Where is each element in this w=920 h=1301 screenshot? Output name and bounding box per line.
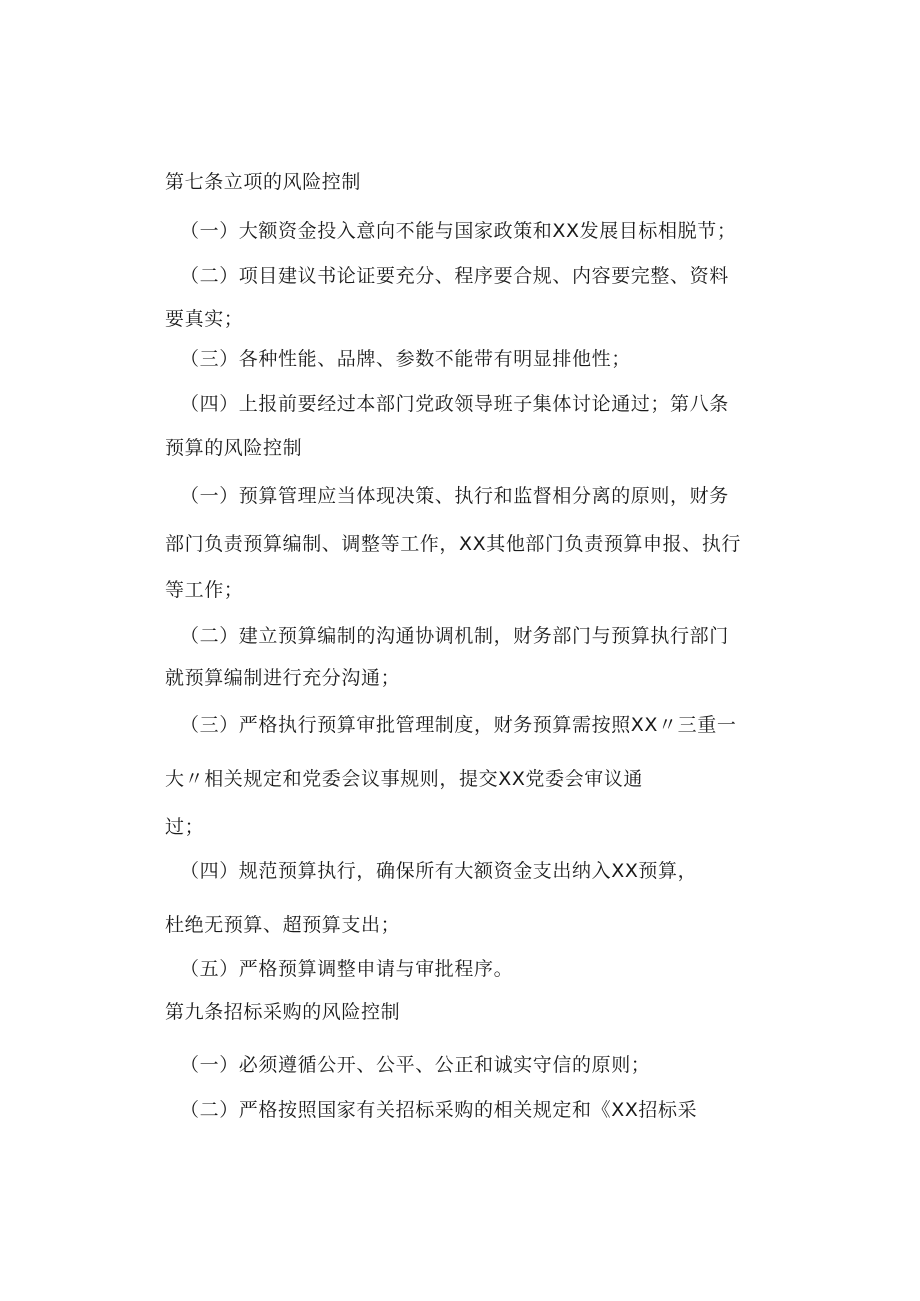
article-7-heading: 第七条立项的风险控制	[165, 171, 362, 193]
article-8-item-5: （五）严格预算调整申请与审批程序。	[180, 958, 514, 980]
article-9-item-2-line-1: （二）严格按照国家有关招标采购的相关规定和《XX招标采	[180, 1099, 698, 1121]
article-8-item-2-line-2: 就预算编制进行充分沟通；	[165, 667, 401, 689]
article-8-item-3-line-1: （三）严格执行预算审批管理制度，财务预算需按照XX〃三重一	[180, 714, 737, 736]
article-7-item-4-line-1: （四）上报前要经过本部门党政领导班子集体讨论通过；第八条	[180, 393, 729, 415]
article-8-item-1-line-2: 部门负责预算编制、调整等工作，XX其他部门负责预算申报、执行	[165, 533, 742, 555]
article-8-item-2-line-1: （二）建立预算编制的沟通协调机制，财务部门与预算执行部门	[180, 625, 729, 647]
article-7-item-2-line-2: 要真实；	[165, 308, 244, 330]
article-8-item-3-line-3: 过；	[165, 816, 205, 838]
article-8-heading: 预算的风险控制	[165, 437, 303, 459]
article-7-item-3: （三）各种性能、品牌、参数不能带有明显排他性；	[180, 348, 631, 370]
article-8-item-4-line-2: 杜绝无预算、超预算支出；	[165, 914, 401, 936]
article-9-heading: 第九条招标采购的风险控制	[165, 1001, 401, 1023]
article-8-item-1-line-3: 等工作；	[165, 579, 244, 601]
article-9-item-1: （一）必须遵循公开、公平、公正和诚实守信的原则；	[180, 1054, 651, 1076]
article-8-item-3-line-2: 大〃相关规定和党委会议事规则，提交XX党委会审议通	[165, 768, 644, 790]
article-8-item-1-line-1: （一）预算管理应当体现决策、执行和监督相分离的原则，财务	[180, 485, 729, 507]
article-7-item-2-line-1: （二）项目建议书论证要充分、程序要合规、内容要完整、资料	[180, 265, 729, 287]
article-7-item-1: （一）大额资金投入意向不能与国家政策和XX发展目标相脱节；	[180, 220, 737, 242]
article-8-item-4-line-1: （四）规范预算执行，确保所有大额资金支出纳入XX预算，	[180, 860, 698, 882]
